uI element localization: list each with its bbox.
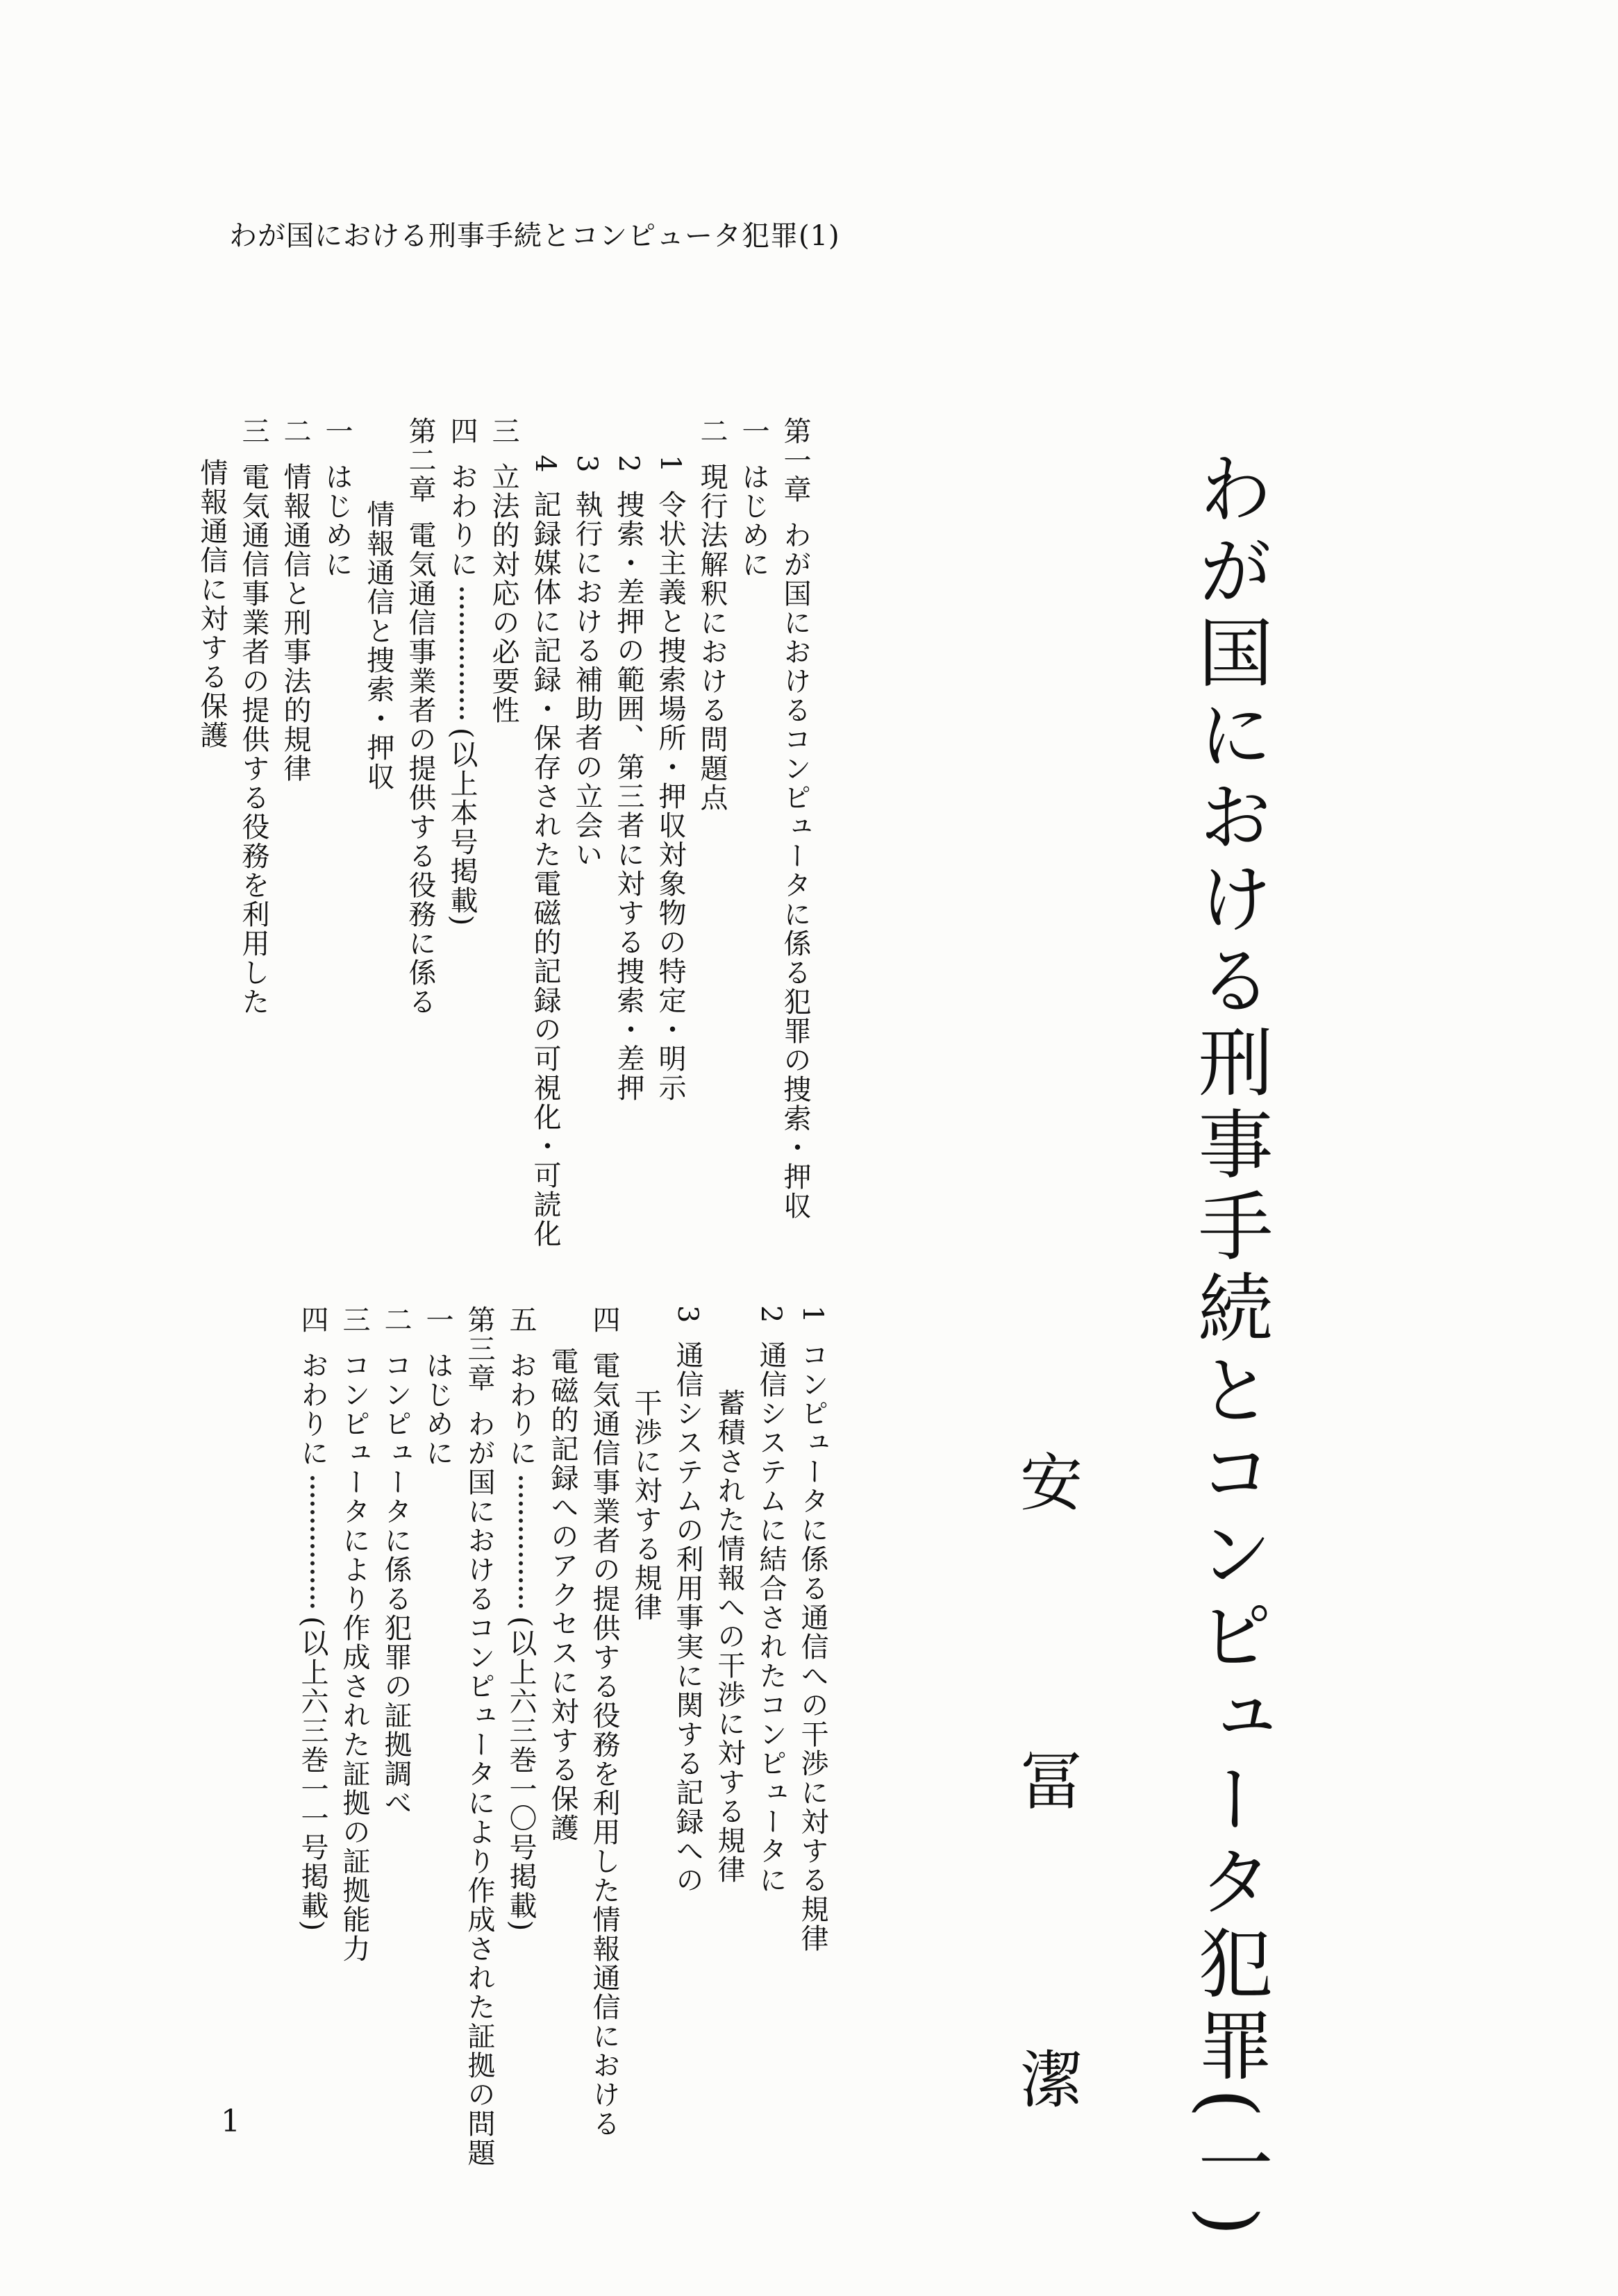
table-of-contents-lower xyxy=(292,1305,833,2168)
toc-entry xyxy=(441,417,483,1248)
toc-text: 情報通信に対する保護 xyxy=(196,458,228,750)
toc-text: 令状主義と捜索場所・押収対象物の特定・明示 xyxy=(654,490,686,1103)
toc-entry xyxy=(608,417,649,1248)
article-title: わが国における刑事手続とコンピュータ犯罪(一) xyxy=(1185,450,1272,2243)
toc-publication-note: (以上本号掲載) xyxy=(446,728,478,928)
table-of-contents-upper xyxy=(191,417,816,1248)
running-header: わが国における刑事手続とコンピュータ犯罪(1) xyxy=(229,220,840,252)
toc-leader-dots xyxy=(460,587,464,719)
toc-entry xyxy=(691,417,733,1248)
toc-text: 電気通信事業者の提供する役務に係る xyxy=(404,521,436,1016)
toc-text: おわりに xyxy=(297,1351,328,1468)
toc-text: はじめに xyxy=(737,462,769,579)
toc-publication-note: (以上六三巻一〇号掲載) xyxy=(505,1616,537,1933)
toc-text: 通信システムに結合されたコンピュータに xyxy=(755,1341,787,1895)
toc-entry xyxy=(733,417,774,1248)
toc-text: はじめに xyxy=(321,462,353,579)
toc-text: 干渉に対する規律 xyxy=(630,1389,662,1622)
toc-entry xyxy=(524,417,566,1248)
toc-text: コンピュータにより作成された証拠の証拠能力 xyxy=(338,1351,370,1963)
toc-number: 2 xyxy=(612,455,644,474)
toc-text: おわりに xyxy=(446,462,478,579)
toc-text: 立法的対応の必要性 xyxy=(487,462,519,725)
toc-entry xyxy=(583,1305,625,2168)
toc-number: 四 xyxy=(588,1305,620,1334)
toc-entry xyxy=(333,1305,375,2168)
toc-text: コンピュータに係る犯罪の証拠調べ xyxy=(380,1351,412,1818)
toc-text: わが国におけるコンピュータにより作成された証拠の問題 xyxy=(463,1409,495,2168)
toc-entry xyxy=(233,417,274,1248)
toc-leader-dots xyxy=(310,1476,315,1608)
toc-number: 二 xyxy=(696,417,728,446)
toc-number: 一 xyxy=(321,417,353,446)
author-name xyxy=(1009,1450,1082,2109)
toc-entry xyxy=(500,1305,542,2168)
toc-entry xyxy=(358,417,399,1248)
toc-text: 通信システムの利用事実に関する記録への xyxy=(672,1341,703,1895)
toc-number: 一 xyxy=(737,417,769,446)
toc-number: 2 xyxy=(755,1305,787,1325)
toc-number: 1 xyxy=(654,455,686,474)
toc-entry xyxy=(274,417,316,1248)
toc-text: 記録媒体に記録・保存された電磁的記録の可視化・可読化 xyxy=(529,490,561,1249)
toc-entry xyxy=(399,417,441,1248)
toc-text: コンピュータに係る通信への干渉に対する規律 xyxy=(797,1341,828,1954)
toc-entry xyxy=(542,1305,583,2168)
toc-text: 蓄積された情報への干渉に対する規律 xyxy=(713,1389,745,1884)
author-char: 潔 xyxy=(1009,2047,1082,2109)
toc-entry xyxy=(667,1305,708,2168)
toc-number: 三 xyxy=(338,1305,370,1334)
toc-text: 電磁的記録へのアクセスに対する保護 xyxy=(547,1347,578,1843)
toc-entry xyxy=(649,417,691,1248)
toc-number: 五 xyxy=(505,1305,537,1334)
toc-number: 3 xyxy=(672,1305,703,1325)
toc-number: 三 xyxy=(487,417,519,446)
toc-entry xyxy=(458,1305,500,2168)
toc-text: 捜索・差押の範囲、第三者に対する捜索・差押 xyxy=(612,490,644,1103)
toc-number: 3 xyxy=(571,455,603,474)
toc-number: 第一章 xyxy=(779,417,811,504)
toc-entry xyxy=(417,1305,458,2168)
toc-text: 執行における補助者の立会い xyxy=(571,490,603,870)
toc-entry xyxy=(625,1305,667,2168)
toc-entry xyxy=(708,1305,750,2168)
author-char: 冨 xyxy=(1009,1748,1082,1811)
toc-publication-note: (以上六三巻一一号掲載) xyxy=(297,1616,328,1933)
toc-entry xyxy=(316,417,358,1248)
toc-entry xyxy=(375,1305,417,2168)
toc-number: 二 xyxy=(279,417,311,446)
toc-text: 情報通信と捜索・押収 xyxy=(362,500,394,791)
toc-text: 情報通信と刑事法的規律 xyxy=(279,462,311,783)
toc-number: 第三章 xyxy=(463,1305,495,1393)
toc-number: 1 xyxy=(797,1305,828,1325)
toc-number: 四 xyxy=(446,417,478,446)
toc-text: はじめに xyxy=(422,1351,453,1468)
toc-entry xyxy=(483,417,524,1248)
toc-number: 4 xyxy=(529,455,561,474)
toc-entry xyxy=(750,1305,792,2168)
toc-text: 電気通信事業者の提供する役務を利用した xyxy=(237,462,269,1016)
toc-number: 四 xyxy=(297,1305,328,1334)
toc-leader-dots xyxy=(519,1476,523,1608)
toc-number: 第二章 xyxy=(404,417,436,504)
toc-entry xyxy=(792,1305,833,2168)
toc-text: わが国におけるコンピュータに係る犯罪の捜索・押収 xyxy=(779,521,811,1221)
toc-text: 電気通信事業者の提供する役務を利用した情報通信における xyxy=(588,1351,620,2138)
toc-number: 二 xyxy=(380,1305,412,1334)
toc-number: 三 xyxy=(237,417,269,446)
toc-entry xyxy=(191,417,233,1248)
toc-entry xyxy=(566,417,608,1248)
toc-text: おわりに xyxy=(505,1351,537,1468)
toc-entry xyxy=(292,1305,333,2168)
toc-text: 現行法解釈における問題点 xyxy=(696,462,728,812)
toc-number: 一 xyxy=(422,1305,453,1334)
author-char: 安 xyxy=(1009,1450,1082,1512)
page-number: 1 xyxy=(221,2104,240,2139)
toc-entry xyxy=(774,417,816,1248)
